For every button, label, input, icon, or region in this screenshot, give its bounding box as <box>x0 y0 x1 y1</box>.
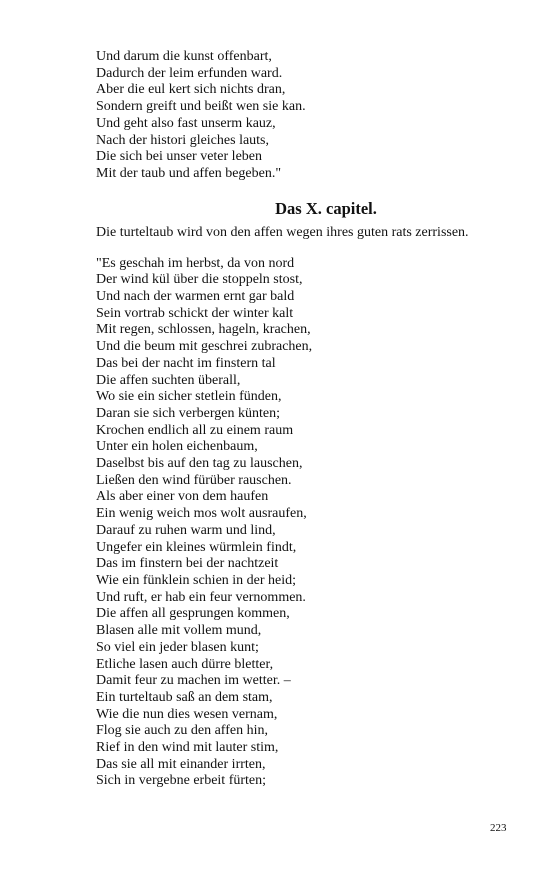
verse-line: Sondern greift und beißt wen sie kan. <box>96 99 306 115</box>
verse-line: Die affen all gesprungen kommen, <box>96 606 290 622</box>
verse-line: Daran sie sich verbergen künten; <box>96 405 281 421</box>
verse-line: Dadurch der leim erfunden ward. <box>96 65 283 81</box>
verse-line: Und ruft, er hab ein feur vernommen. <box>96 589 306 605</box>
verse-line: Ein wenig weich mos wolt ausraufen, <box>96 506 307 522</box>
verse-line: Und die beum mit geschrei zubrachen, <box>96 339 313 355</box>
verse-line: Darauf zu ruhen warm und lind, <box>96 522 276 538</box>
verse-line: Wie die nun dies wesen vernam, <box>96 706 278 722</box>
verse-line: Nach der histori gleiches lauts, <box>96 132 270 148</box>
verse-line: Mit der taub und affen begeben." <box>96 165 282 181</box>
verse-line: Damit feur zu machen im wetter. – <box>96 673 291 689</box>
chapter-summary: Die turteltaub wird von den affen wegen ihres guten rats zerrissen. <box>96 224 469 240</box>
verse-line: Flog sie auch zu den affen hin, <box>96 723 268 739</box>
verse-line: Wo sie ein sicher stetlein fünden, <box>96 389 282 405</box>
verse-line: Der wind kül über die stoppeln stost, <box>96 272 303 288</box>
verse-line: Die affen suchten überall, <box>96 372 241 388</box>
verse-line: Etliche lasen auch dürre bletter, <box>96 656 274 672</box>
verse-line: Das sie all mit einander irrten, <box>96 756 266 772</box>
verse-line: Das bei der nacht im finstern tal <box>96 355 276 371</box>
verse-line: Ließen den wind fürüber rauschen. <box>96 472 292 488</box>
verse-line: Die sich bei unser veter leben <box>96 149 262 165</box>
verse-line: Daselbst bis auf den tag zu lauschen, <box>96 456 303 472</box>
verse-line: Als aber einer von dem haufen <box>96 489 269 505</box>
verse-line: Mit regen, schlossen, hageln, krachen, <box>96 322 311 338</box>
chapter-heading: Das X. capitel. <box>275 198 377 218</box>
verse-stanza-two <box>96 256 516 791</box>
verse-line: Und nach der warmen ernt gar bald <box>96 289 295 305</box>
verse-line: Und geht also fast unserm kauz, <box>96 115 276 131</box>
page-body <box>96 49 516 790</box>
verse-line: Unter ein holen eichenbaum, <box>96 439 258 455</box>
verse-line: Sich in vergebne erbeit fürten; <box>96 773 267 789</box>
verse-line: Sein vortrab schickt der winter kalt <box>96 305 294 321</box>
verse-line: Blasen alle mit vollem mund, <box>96 623 262 639</box>
verse-stanza-one <box>96 49 516 183</box>
verse-line: Das im finstern bei der nachtzeit <box>96 556 279 572</box>
verse-line: Ungefer ein kleines würmlein findt, <box>96 539 297 555</box>
verse-line: Ein turteltaub saß an dem stam, <box>96 689 273 705</box>
verse-line: So viel ein jeder blasen kunt; <box>96 639 259 655</box>
verse-line: Wie ein fünklein schien in der heid; <box>96 572 297 588</box>
verse-line: Rief in den wind mit lauter stim, <box>96 740 279 756</box>
page-number: 223 <box>490 822 507 834</box>
verse-line: Und darum die kunst offenbart, <box>96 49 272 64</box>
verse-line: "Es geschah im herbst, da von nord <box>96 255 295 271</box>
verse-line: Krochen endlich all zu einem raum <box>96 422 294 438</box>
verse-line: Aber die eul kert sich nichts dran, <box>96 82 286 98</box>
